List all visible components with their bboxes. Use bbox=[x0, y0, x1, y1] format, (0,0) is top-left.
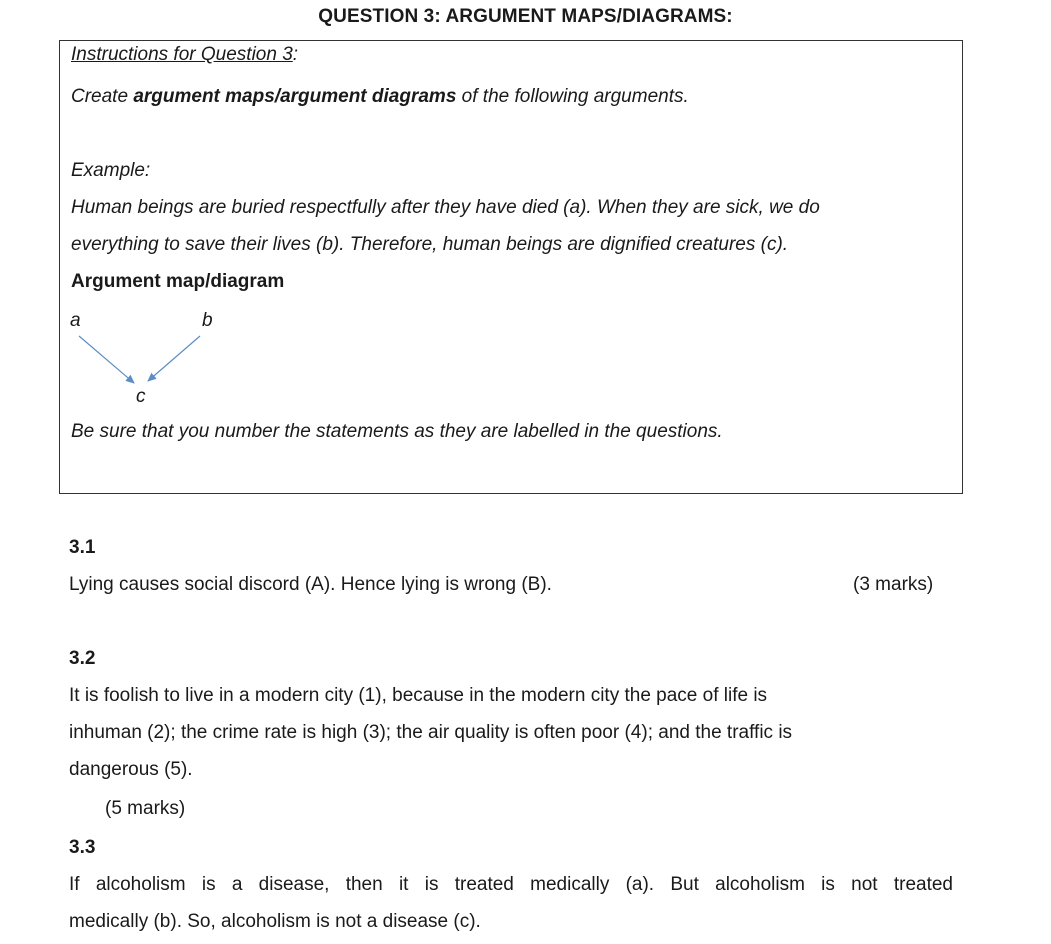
create-bold: argument maps/argument diagrams bbox=[133, 86, 457, 107]
create-post: of the following arguments. bbox=[456, 86, 689, 107]
argument-map-heading: Argument map/diagram bbox=[71, 271, 285, 292]
question-3-3-line-2: medically (b). So, alcoholism is not a disease (c). bbox=[69, 911, 481, 932]
question-3-2-line-3: dangerous (5). bbox=[69, 759, 193, 780]
question-3-2-marks: (5 marks) bbox=[105, 798, 186, 819]
create-pre: Create bbox=[71, 86, 134, 107]
example-line-1: Human beings are buried respectfully after they have died (a). When they are sick, we do bbox=[71, 197, 820, 218]
question-3-1-marks: (3 marks) bbox=[853, 574, 934, 595]
question-3-2-line-1: It is foolish to live in a modern city (1), because in the modern city the pace of life is bbox=[69, 685, 768, 706]
question-3-1-text: Lying causes social discord (A). Hence lying is wrong (B). bbox=[69, 574, 552, 595]
instructions-box bbox=[59, 40, 963, 494]
page-title: QUESTION 3: ARGUMENT MAPS/DIAGRAMS: bbox=[318, 6, 733, 27]
example-line-2: everything to save their lives (b). Therefore, human beings are dignified creatures (c). bbox=[71, 234, 789, 255]
question-3-2-number: 3.2 bbox=[69, 648, 96, 669]
example-label: Example: bbox=[71, 160, 151, 181]
instructions-heading-colon: : bbox=[292, 44, 299, 65]
question-3-3-number: 3.3 bbox=[69, 837, 96, 858]
question-3-2-line-2: inhuman (2); the crime rate is high (3); the air quality is often poor (4); and the traffic is bbox=[69, 722, 793, 743]
instructions-heading: Instructions for Question 3 bbox=[71, 44, 293, 65]
map-node-b: b bbox=[202, 310, 213, 331]
map-node-a: a bbox=[70, 310, 81, 331]
question-3-3-line-1: If alcoholism is a disease, then it is treated medically (a). But alcoholism is not treated bbox=[69, 874, 953, 895]
instructions-note: Be sure that you number the statements as they are labelled in the questions. bbox=[71, 421, 723, 442]
arrow-b-to-c bbox=[148, 336, 200, 381]
map-node-c: c bbox=[136, 386, 146, 407]
question-3-1-number: 3.1 bbox=[69, 537, 96, 558]
arrow-a-to-c bbox=[79, 336, 134, 383]
